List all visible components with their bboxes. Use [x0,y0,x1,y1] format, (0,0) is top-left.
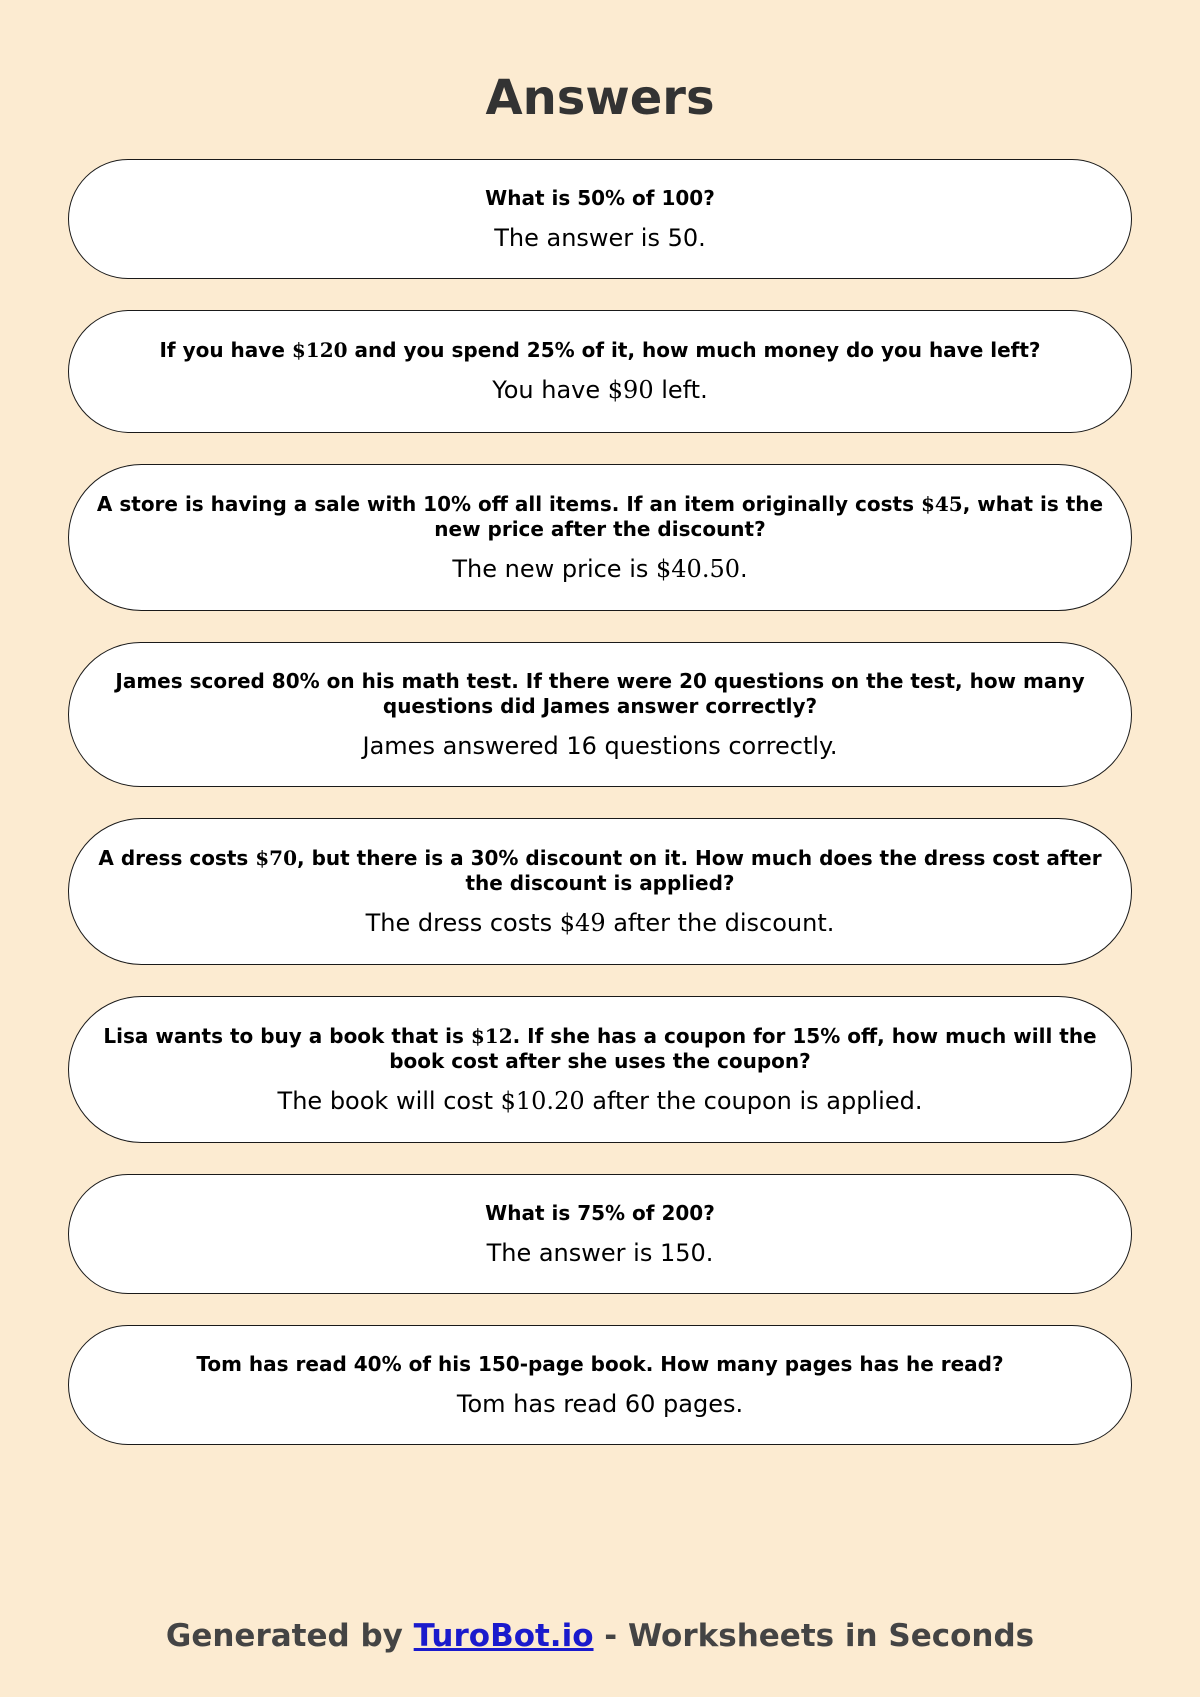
answer-text [363,731,838,761]
answer-card [68,310,1132,433]
answer-card [68,159,1132,279]
answer-text-part: The answer is 50. [494,223,706,252]
question-text [83,1024,1117,1074]
answer-text [278,1086,923,1116]
question-text [485,186,715,211]
money-value: $49 [559,908,606,937]
footer-suffix: - Worksheets in Seconds [593,1618,1035,1654]
question-text-part: . If she has a coupon for 15% off, how much will the book cost after she uses the coupon? [389,1023,1097,1073]
answer-card [68,1174,1132,1294]
answer-text [452,554,747,584]
turobot-link[interactable]: TuroBot.io [413,1618,594,1654]
question-text [159,338,1040,363]
money-value: $40.50 [656,554,740,583]
question-text-part: , what is the new price after the discount? [434,491,1104,541]
answer-card [68,464,1132,611]
question-text-part: , but there is a 30% discount on it. How much does the dress cost after the discount is applied? [297,845,1102,895]
answer-text-part: The answer is 150. [486,1238,714,1267]
answer-text-part: James answered 16 questions correctly. [362,731,838,760]
answer-text [494,223,706,253]
money-value: $70 [255,845,298,870]
answer-card [68,818,1132,965]
question-text [83,669,1117,719]
answer-text [366,908,835,938]
question-text-part: A store is having a sale with 10% off all items. If an item originally costs [96,491,921,516]
question-text-part: James scored 80% on his math test. If there were 20 questions on the test, how many questions did James answer correctly? [115,668,1085,718]
question-text [83,492,1117,542]
answer-text-part: The new price is [452,554,657,583]
answer-card [68,642,1132,787]
page-title: Answers [485,70,715,126]
question-text [196,1352,1003,1377]
answer-text [492,375,707,405]
answer-card [68,1325,1132,1445]
question-text-part: If you have [159,338,292,362]
answer-text-part: You have [492,376,608,404]
answer-text-part: . [740,554,748,583]
question-text [485,1201,715,1226]
money-value: $12 [470,1023,513,1048]
money-value: $120 [291,338,348,362]
money-value: $10.20 [500,1086,585,1115]
answer-text [457,1389,743,1419]
answer-text-part: after the discount. [605,908,835,937]
answer-text-part: The dress costs [365,908,560,937]
answer-text-part: Tom has read 60 pages. [456,1389,744,1418]
answer-list [68,159,1132,1476]
question-text-part: What is 75% of 200? [485,1200,715,1225]
question-text-part: Tom has read 40% of his 150-page book. How many pages has he read? [196,1351,1004,1376]
money-value: $45 [920,491,963,516]
question-text-part: Lisa wants to buy a book that is [103,1023,471,1048]
answer-text-part: left. [653,376,708,404]
question-text-part: A dress costs [98,845,256,870]
answer-text-part: after the coupon is applied. [584,1086,923,1115]
answer-text-part: The book will cost [277,1086,501,1115]
footer-credit [0,1616,1200,1656]
question-text [83,846,1117,896]
footer-prefix: Generated by [165,1618,414,1654]
question-text-part: What is 50% of 100? [485,185,715,210]
question-text-part: and you spend 25% of it, how much money do you have left? [347,338,1041,362]
money-value: $90 [607,376,654,404]
answer-card [68,996,1132,1143]
answer-text [487,1238,714,1268]
